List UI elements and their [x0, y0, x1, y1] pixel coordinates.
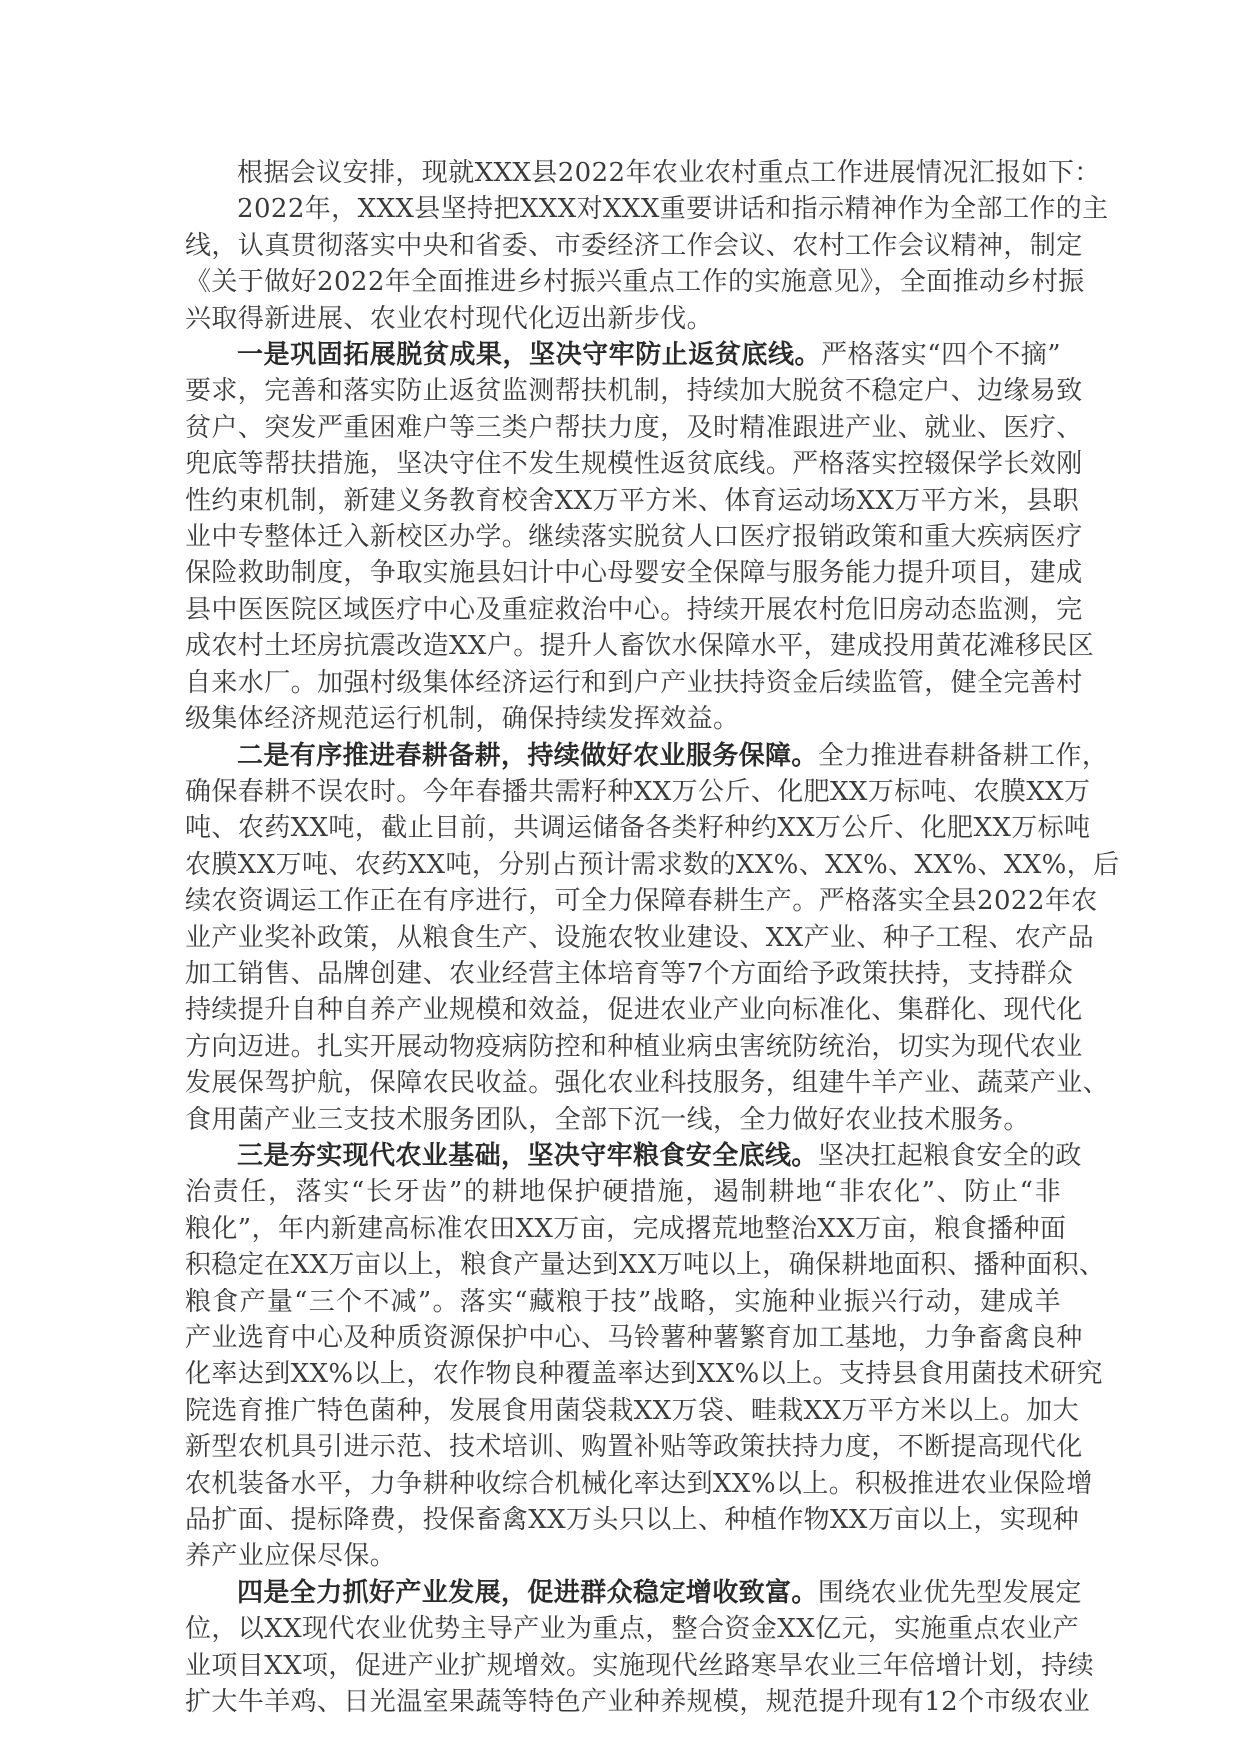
text-line: 院选育推广特色菌种，发展食用菌袋栽XX万袋、畦栽XX万平方米以上。加大 [185, 1395, 1080, 1426]
text-line: 要求，完善和落实防止返贫监测帮扶机制，持续加大脱贫不稳定户、边缘易致 [185, 376, 1083, 407]
text-line: 治责任，落实“长牙齿”的耕地保护硬措施，遏制耕地“非农化”、防止“非 [185, 1177, 1061, 1208]
text-run: 全力推进春耕备耕工作， [817, 740, 1109, 771]
text-line: 吨、农药XX吨，截止目前，共调运储备各类籽种约XX万公斤、化肥XX万标吨 [185, 813, 1091, 844]
text-line: 粮食产量“三个不减”。落实“藏粮于技”战略，实施种业振兴行动，建成羊 [185, 1286, 1061, 1317]
text-run: 围绕农业优先型发展定 [817, 1577, 1082, 1608]
text-line: 兴取得新进展、农业农村现代化迈出新步伐。 [185, 303, 714, 334]
text-line: 线，认真贯彻落实中央和省委、市委经济工作会议、农村工作会议精神，制定 [185, 230, 1083, 261]
text-line: 新型农机具引进示范、技术培训、购置补贴等政策扶持力度，不断提高现代化 [185, 1432, 1083, 1463]
text-line: 粮化”，年内新建高标准农田XX万亩，完成撂荒地整治XX万亩，粮食播种面 [185, 1213, 1067, 1244]
paragraph-overview [185, 191, 1109, 337]
text-line [185, 1138, 1082, 1174]
paragraph-section-4 [185, 1575, 1095, 1721]
text-line: 发展保驾护航，保障农民收益。强化农业科技服务，组建牛羊产业、蔬菜产业、 [185, 1068, 1110, 1099]
text-line: 兜底等帮扶措施，坚决守住不发生规模性返贫底线。严格落实控辍保学长效刚 [185, 449, 1083, 480]
text-line: 食用菌产业三支技术服务团队，全部下沉一线，全力做好农业技术服务。 [185, 1104, 1030, 1135]
section-heading: 四是全力抓好产业发展，促进群众稳定增收致富。 [237, 1577, 818, 1608]
text-line: 业中专整体迁入新校区办学。继续落实脱贫人口医疗报销政策和重大疾病医疗 [185, 522, 1083, 553]
text-line: 农机装备水平，力争耕种收综合机械化率达到XX%以上。积极推进农业保险增 [185, 1468, 1093, 1499]
paragraph-section-2 [185, 738, 1120, 1138]
text-line: 养产业应保尽保。 [185, 1541, 397, 1572]
text-line: 续农资调运工作正在有序进行，可全力保障春耕生产。严格落实全县2022年农 [185, 886, 1098, 917]
text-line: 成农村土坯房抗震改造XX户。提升人畜饮水保障水平，建成投用黄花滩移民区 [185, 631, 1095, 662]
section-heading: 一是巩固拓展脱贫成果，坚决守牢防止返贫底线。 [237, 340, 822, 371]
text-line: 持续提升自种自养产业规模和效益，促进农业产业向标准化、集群化、现代化 [185, 995, 1083, 1026]
text-line: 位，以XX现代农业优势主导产业为重点，整合资金XX亿元，实施重点农业产 [185, 1614, 1080, 1645]
text-line: 县中医医院区域医疗中心及重症救治中心。持续开展农村危旧房动态监测，完 [185, 594, 1083, 625]
text-line: 方向迈进。扎实开展动物疫病防控和种植业病虫害统防统治，切实为现代农业 [185, 1031, 1083, 1062]
text-line [185, 738, 1109, 774]
text-line: 2022年，XXX县坚持把XXX对XXX重要讲话和指示精神作为全部工作的主 [237, 194, 1109, 225]
paragraph-intro [185, 155, 1101, 191]
paragraph-section-3 [185, 1138, 1106, 1575]
text-line: 保险救助制度，争取实施县妇计中心母婴安全保障与服务能力提升项目，建成 [185, 558, 1083, 589]
text-line: 根据会议安排，现就XXX县2022年农业农村重点工作进展情况汇报如下： [237, 158, 1101, 188]
text-line: 自来水厂。加强村级集体经济运行和到户产业扶持资金后续监管，健全完善村 [185, 667, 1083, 698]
text-run: 严格落实“四个不摘” [821, 340, 1061, 371]
text-line: 确保春耕不误农时。今年春播共需籽种XX万公斤、化肥XX万标吨、农膜XX万 [185, 776, 1091, 807]
text-run: 坚决扛起粮食安全的政 [817, 1140, 1082, 1171]
text-line: 扩大牛羊鸡、日光温室果蔬等特色产业种养规模，规范提升现有12个市级农业 [185, 1687, 1091, 1718]
text-line: 业产业奖补政策，从粮食生产、设施农牧业建设、XX产业、种子工程、农产品 [185, 922, 1095, 953]
text-line: 化率达到XX%以上，农作物良种覆盖率达到XX%以上。支持县食用菌技术研究 [185, 1359, 1103, 1390]
text-line [185, 1575, 1082, 1611]
text-line: 贫户、突发严重困难户等三类户帮扶力度，及时精准跟进产业、就业、医疗、 [185, 412, 1083, 443]
text-line: 业项目XX项，促进产业扩规增效。实施现代丝路寒旱农业三年倍增计划，持续 [185, 1650, 1095, 1681]
section-heading: 三是夯实现代农业基础，坚决守牢粮食安全底线。 [237, 1140, 818, 1171]
text-line: 产业选育中心及种质资源保护中心、马铃薯种薯繁育加工基地，力争畜禽良种 [185, 1323, 1083, 1353]
text-line: 积稳定在XX万亩以上，粮食产量达到XX万吨以上，确保耕地面积、播种面积、 [185, 1250, 1106, 1281]
text-line: 级集体经济规范运行机制，确保持续发挥效益。 [185, 704, 740, 735]
paragraph-section-1 [185, 337, 1095, 737]
text-line [185, 337, 1061, 373]
text-line: 加工销售、品牌创建、农业经营主体培育等7个方面给予政策扶持，支持群众 [185, 958, 1074, 989]
text-line: 《关于做好2022年全面推进乡村振兴重点工作的实施意见》，全面推动乡村振 [185, 267, 1085, 298]
section-heading: 二是有序推进春耕备耕，持续做好农业服务保障。 [237, 740, 818, 771]
text-line: 性约束机制，新建义务教育校舍XX万平方米、体育运动场XX万平方米，县职 [185, 485, 1080, 516]
text-line: 农膜XX万吨、农药XX吨，分别占预计需求数的XX%、XX%、XX%、XX%，后 [185, 849, 1120, 880]
text-line: 品扩面、提标降费，投保畜禽XX万头只以上、种植作物XX万亩以上，实现种 [185, 1505, 1080, 1536]
document-page [185, 155, 1120, 1720]
